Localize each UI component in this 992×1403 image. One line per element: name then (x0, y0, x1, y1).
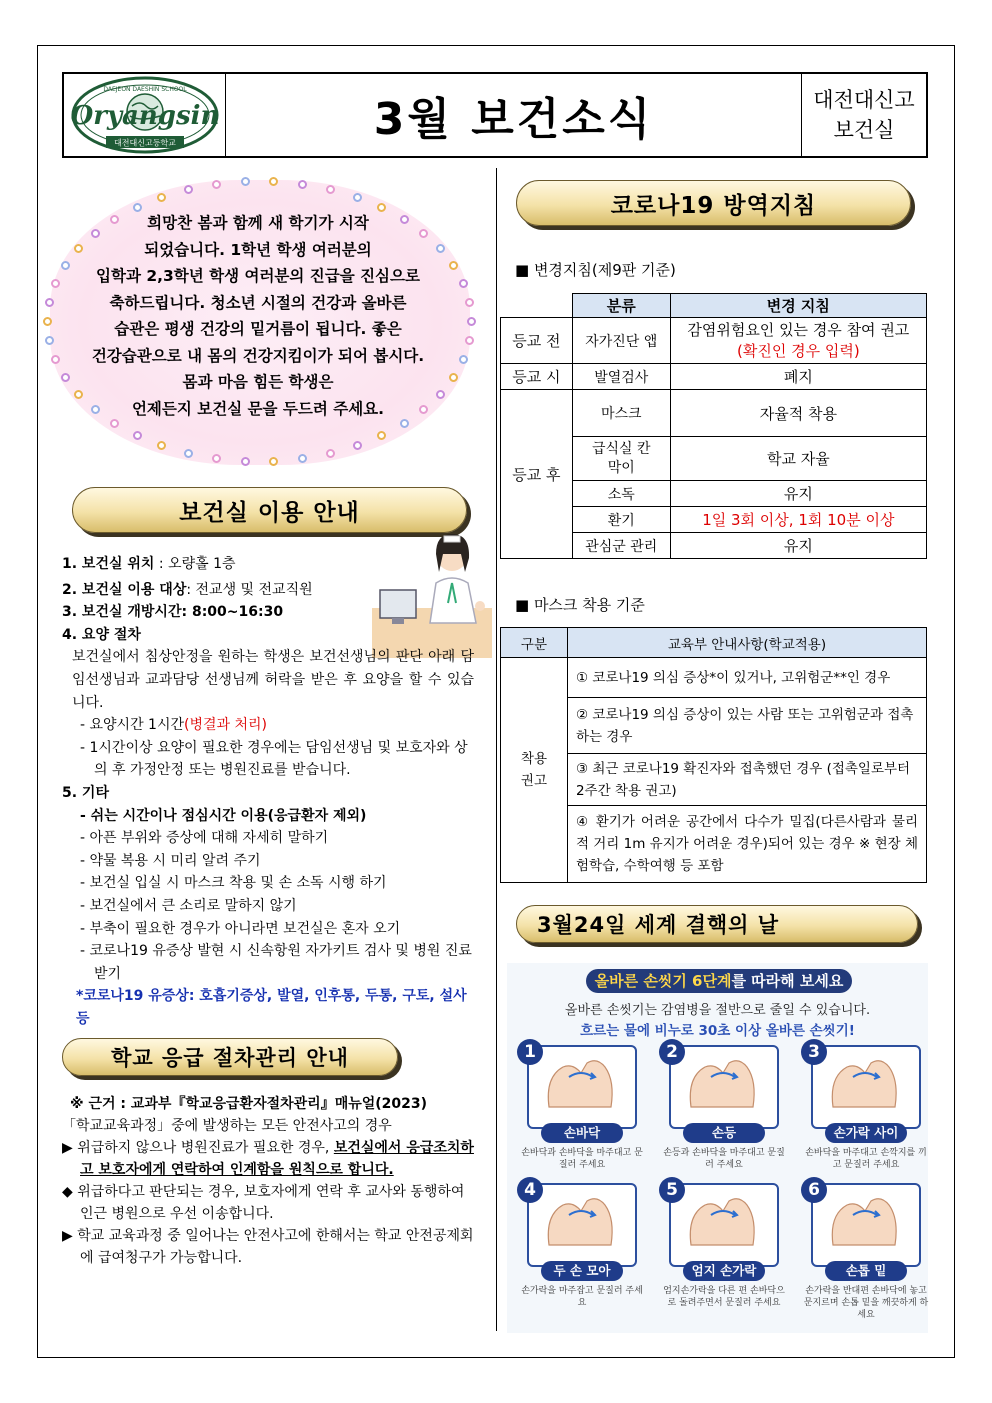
poster-line2: 흐르는 물에 비누로 30초 이상 올바른 손씻기! (580, 1023, 855, 1039)
hands-illustration-icon (527, 1183, 637, 1267)
school-name-line1: 대전대신고 (813, 88, 915, 112)
table-header-row (501, 628, 927, 658)
column-header: 변경 지침 (670, 294, 926, 318)
cell-note: (확진인 경우 입력) (737, 341, 860, 360)
step-description: 손가락을 반대편 손바닥에 놓고 문지르며 손톱 밑을 깨끗하게 하세요 (803, 1286, 929, 1320)
step-description: 손가락을 마주잡고 문질러 주세요 (521, 1286, 643, 1308)
flower-decoration-icon (353, 441, 362, 450)
page-title: 3월 보건소식 (226, 74, 802, 156)
health-room-heading: 보건실 이용 안내 (72, 487, 467, 533)
emergency-item-emphasis: 보건실에서 응급조치하고 보호자에게 연락하여 인계함을 원칙으로 합니다. (80, 1140, 474, 1178)
tb-day-heading: 3월24일 세계 결핵의 날 (516, 905, 918, 943)
table-cell: 소독 (572, 481, 670, 507)
rest-item-note: (병결과 처리) (184, 717, 268, 734)
greeting-line: 습관은 평생 건강의 밑거름이 됩니다. 좋은 (114, 320, 402, 338)
step-label: 손등 (683, 1123, 765, 1143)
flower-decoration-icon (326, 449, 335, 458)
greeting-line: 축하드립니다. 청소년 시절의 건강과 올바른 (109, 293, 407, 312)
table-cell: 학교 자율 (670, 437, 926, 481)
table-cell: 환기 (572, 507, 670, 533)
step-number: 6 (801, 1177, 827, 1203)
step-label: 손바닥 (541, 1123, 623, 1143)
greeting-message (58, 210, 458, 422)
step-label: 손톱 밑 (825, 1261, 907, 1281)
table-row (501, 364, 927, 390)
flower-decoration-icon (326, 185, 335, 194)
table-header-row (501, 294, 927, 318)
school-name (802, 74, 926, 156)
covid-guideline-table (500, 293, 927, 559)
flower-decoration-icon (465, 336, 474, 345)
greeting-line: 되었습니다. 1학년 학생 여러분의 (144, 240, 372, 259)
greeting-line: 희망찬 봄과 함께 새 학기가 시작 (147, 214, 369, 232)
etc-item (62, 805, 477, 828)
handwash-step (801, 1180, 929, 1339)
poster-line1: 올바른 손씻기는 감염병을 절반으로 줄일 수 있습니다. (564, 1003, 871, 1018)
column-divider (496, 168, 497, 1331)
etc-item-text: - 쉬는 시간이나 점심시간 이용(응급환자 제외) (80, 807, 367, 824)
table-cell: 관심군 관리 (572, 533, 670, 559)
hands-illustration-icon (527, 1045, 637, 1129)
flower-decoration-icon (43, 317, 52, 326)
hands-illustration-icon (811, 1045, 921, 1129)
mask-subheading: ■ 마스크 착용 기준 (515, 596, 645, 614)
flower-decoration-icon (184, 449, 193, 458)
table-cell: 유지 (670, 533, 926, 559)
table-cell: 급식실 칸막이 (572, 437, 670, 481)
flower-decoration-icon (212, 180, 221, 189)
svg-text:대전대신고등학교: 대전대신고등학교 (113, 138, 176, 148)
table-row (501, 318, 927, 364)
step-number: 4 (517, 1177, 543, 1203)
location-label: 1. 보건실 위치 (62, 556, 155, 572)
target-row (62, 579, 477, 602)
step-label: 두 손 모아 (541, 1261, 623, 1281)
table-cell: 마스크 (572, 390, 670, 437)
greeting-line: 건강습관으로 내 몸의 건강지킴이가 되어 봅시다. (91, 346, 425, 365)
target-value: : 전교생 및 전교직원 (186, 581, 313, 598)
handwash-step (659, 1180, 785, 1339)
table-corner (501, 294, 573, 318)
greeting-line: 언제든지 보건실 문을 두드려 주세요. (131, 399, 385, 418)
step-label: 손가락 사이 (825, 1123, 907, 1143)
mask-rule-table (500, 627, 927, 883)
table-cell: 발열검사 (572, 364, 670, 390)
poster-banner (586, 969, 852, 993)
table-row (501, 658, 927, 698)
row-label: 등교 시 (501, 364, 573, 390)
step-description: 손등과 손바닥을 마주대고 문질러 주세요 (663, 1148, 785, 1170)
flower-decoration-icon (467, 317, 476, 326)
hours-text: 3. 보건실 개방시간: 8:00~16:30 (62, 604, 284, 621)
column-header: 분류 (572, 294, 670, 318)
flower-decoration-icon (241, 457, 250, 466)
school-name-line2: 보건실 (833, 118, 895, 142)
greeting-line: 입학과 2,3학년 학생 여러분의 진급을 진심으로 (96, 267, 420, 285)
poster-banner-text: 를 따라해 보세요 (731, 972, 844, 990)
step-number: 2 (659, 1039, 685, 1065)
table-cell: 유지 (670, 481, 926, 507)
etc-item: - 보건실에서 큰 소리로 말하지 않기 (80, 897, 297, 914)
poster-banner-highlight: 올바른 손씻기 6단계 (594, 972, 732, 990)
etc-item: - 코로나19 유증상 발현 시 신속항원 자가키트 검사 및 병원 진료 받기 (80, 943, 472, 982)
svg-text:Oryangsin: Oryangsin (70, 101, 219, 131)
emergency-item: ◆ 위급하다고 판단되는 경우, 보호자에게 연락 후 교사와 동행하여 인근 병원으로 우선 이송합니다. (62, 1184, 465, 1222)
table-cell (670, 318, 926, 364)
emergency-basis: ※ 근거 : 교과부『학교응급환자절차관리』매뉴얼(2023) (70, 1096, 428, 1112)
rest-item: - 1시간이상 요양이 필요한 경우에는 담임선생님 및 보호자와 상의 후 가정안정 또는 병원진료를 받습니다. (80, 739, 468, 779)
handwash-step (517, 1180, 643, 1339)
covid-subheading: ■ 변경지침(제9판 기준) (515, 261, 676, 279)
rest-description: 보건실에서 침상안정을 원하는 학생은 보건선생님의 판단 아래 담임선생님과 교과담당 선생님께 허락을 받은 후 요양을 할 수 있습니다. (72, 649, 474, 711)
flower-decoration-icon (465, 298, 474, 307)
flower-decoration-icon (459, 355, 468, 364)
covid-heading: 코로나19 방역지침 (516, 180, 911, 226)
table-cell: 자율적 착용 (670, 390, 926, 437)
table-cell: ④ 환기가 어려운 공간에서 다수가 밀집(다른사람과 물리적 거리 1m 유지가 어려운 경우)되어 있는 경우 ※ 현장 체험학습, 수학여행 등 포함 (567, 806, 926, 883)
symptoms-note: *코로나19 유증상: 호흡기증상, 발열, 인후통, 두통, 구토, 설사 등 (76, 988, 467, 1027)
row-label: 등교 후 (501, 390, 573, 559)
school-logo (64, 74, 226, 156)
cell-text: 감염위험요인 있는 경우 참여 권고 (687, 320, 910, 339)
flower-decoration-icon (45, 336, 54, 345)
table-cell: ③ 최근 코로나19 확진자와 접촉했던 경우 (접촉일로부터 2주간 착용 권고) (567, 754, 926, 806)
step-description: 손바닥을 마주대고 손깍지를 끼고 문질러 주세요 (805, 1148, 927, 1170)
location-row (62, 553, 477, 576)
table-cell: ① 코로나19 의심 증상*이 있거나, 고위험군**인 경우 (567, 658, 926, 698)
etc-item: - 보건실 입실 시 마스크 착용 및 손 소독 시행 하기 (80, 875, 387, 892)
step-number: 3 (801, 1039, 827, 1065)
etc-label: 5. 기타 (62, 784, 109, 801)
hands-illustration-icon (811, 1183, 921, 1267)
emergency-info (62, 1093, 477, 1269)
etc-item: - 아픈 부위와 증상에 대해 자세히 말하기 (80, 830, 329, 847)
table-cell: 1일 3회 이상, 1회 10분 이상 (670, 507, 926, 533)
step-number: 5 (659, 1177, 685, 1203)
rest-item (62, 714, 477, 737)
flower-decoration-icon (45, 298, 54, 307)
row-label: 착용 권고 (501, 658, 568, 883)
location-value: : 오량홀 1층 (154, 556, 236, 572)
hands-illustration-icon (669, 1183, 779, 1267)
step-number: 1 (517, 1039, 543, 1065)
table-row (501, 390, 927, 437)
flower-decoration-icon (298, 180, 307, 189)
etc-item: - 부축이 필요한 경우가 아니라면 보건실은 혼자 오기 (80, 920, 401, 937)
emergency-heading: 학교 응급 절차관리 안내 (62, 1038, 398, 1076)
rest-item-text: - 요양시간 1시간 (80, 717, 185, 734)
table-cell: 폐지 (670, 364, 926, 390)
step-description: 손바닥과 손바닥을 마주대고 문질러 주세요 (521, 1148, 643, 1170)
health-room-info (62, 553, 477, 1030)
etc-item: - 약물 복용 시 미리 알려 주기 (80, 852, 261, 869)
target-label: 2. 보건실 이용 대상 (62, 581, 187, 598)
flower-decoration-icon (212, 454, 221, 463)
newsletter-header (62, 72, 928, 158)
table-cell: 자가진단 앱 (572, 318, 670, 364)
emergency-item: ▶ 학교 교육과정 중 일어나는 안전사고에 한해서는 학교 안전공제회에 급여청구가 가능합니다. (62, 1228, 474, 1266)
column-header: 구분 (501, 628, 568, 658)
column-header: 교육부 안내사항(학교적용) (567, 628, 926, 658)
emergency-scope: 「학교교육과정」중에 발생하는 모든 안전사고의 경우 (62, 1118, 392, 1134)
hands-illustration-icon (669, 1045, 779, 1129)
svg-text:DAEJEON DAESHIN SCHOOL: DAEJEON DAESHIN SCHOOL (102, 86, 187, 93)
emergency-item-text: ▶ 위급하지 않으나 병원진료가 필요한 경우, (62, 1140, 334, 1156)
table-cell: ② 코로나19 의심 증상이 있는 사람 또는 고위험군과 접촉하는 경우 (567, 698, 926, 754)
flower-decoration-icon (353, 193, 362, 202)
row-label: 등교 전 (501, 318, 573, 364)
step-label: 엄지 손가락 (683, 1261, 765, 1281)
flower-decoration-icon (184, 185, 193, 194)
greeting-line: 몸과 마음 힘든 학생은 (182, 373, 334, 391)
step-description: 엄지손가락을 다른 편 손바닥으로 돌려주면서 문질러 주세요 (663, 1286, 785, 1308)
emergency-item (62, 1137, 477, 1181)
handwash-poster (507, 963, 928, 1333)
rest-label: 4. 요양 절차 (62, 626, 141, 643)
flower-decoration-icon (241, 177, 250, 186)
school-emblem-icon (70, 76, 220, 154)
